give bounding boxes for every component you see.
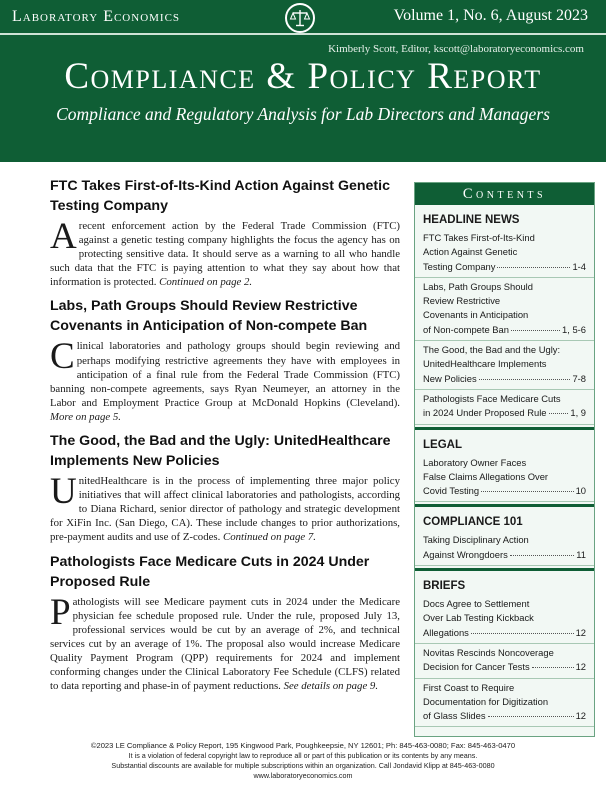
contents-entry-line: False Claims Allegations Over xyxy=(423,470,549,482)
page-number: 1-4 xyxy=(572,260,586,272)
article-medicare-cuts xyxy=(50,552,400,694)
articles-column xyxy=(50,176,400,700)
contents-entry[interactable] xyxy=(415,229,594,278)
contents-entry[interactable] xyxy=(415,644,594,679)
contents-entry-last-line xyxy=(423,406,586,420)
dot-leader xyxy=(488,716,574,717)
contents-entry-line: UnitedHealthcare Implements xyxy=(423,358,547,370)
editor-credit: Kimberly Scott, Editor, kscott@laboratoryeconomics.com xyxy=(328,43,584,55)
contents-entry-line: New Policies xyxy=(423,372,477,384)
page-number: 10 xyxy=(575,485,586,497)
contents-entry-line: Testing Company xyxy=(423,260,496,272)
contents-entry[interactable] xyxy=(415,278,594,341)
contents-entry-last-line xyxy=(423,260,586,274)
contents-entry-line: FTC Takes First-of-Its-Kind xyxy=(423,232,535,243)
article-summary xyxy=(50,591,400,694)
contents-section-heading: HEADLINE NEWS xyxy=(423,214,520,226)
dot-leader xyxy=(471,633,574,634)
contents-section-heading: COMPLIANCE 101 xyxy=(423,516,523,529)
contents-entry-line: of Non-compete Ban xyxy=(423,323,509,335)
footer-copyright-notice: It is a violation of federal copyright law to reproduce all or part of this publication or its contents by any means. xyxy=(128,751,478,760)
drop-cap: A xyxy=(50,216,77,257)
dot-leader xyxy=(532,667,574,668)
drop-cap: C xyxy=(50,336,75,378)
article-text: linical laboratories and pathology groups should begin reviewing and perhaps modifying restrictive agreements they have with employees in anticipation of a final rule from the Federal Trade Commission (FTC) banning non-compete agreements, says Ryan Neumeyer, an attorney in the Labor and Employment Practice Group at McDonald Hopkins (Cleveland). xyxy=(50,340,400,409)
article-headline: FTC Takes First-of-Its-Kind Action Against Genetic Testing Company xyxy=(50,178,390,214)
page-number: 1, 5-6 xyxy=(562,323,586,335)
issue-volume: Volume 1, No. 6, August 2023 xyxy=(393,7,588,24)
contents-entry-line: Allegations xyxy=(423,626,469,638)
contents-entry-line: Pathologists Face Medicare Cuts xyxy=(423,392,561,404)
page-number: 1, 9 xyxy=(570,407,586,419)
page-number: 12 xyxy=(575,661,586,673)
continued-link[interactable]: More on page 5. xyxy=(50,410,121,423)
footer-discount-note: Substantial discounts are available for multiple subscriptions within an organization. Call Jondavid Klipp at 845-463-0080 xyxy=(111,761,495,770)
contents-entry-last-line xyxy=(423,626,586,640)
contents-entry-last-line xyxy=(423,709,586,723)
contents-entry-line: Laboratory Owner Faces xyxy=(423,456,527,468)
article-unitedhealthcare xyxy=(50,431,400,544)
contents-entry-line: Labs, Path Groups Should xyxy=(423,280,533,292)
scales-of-justice-icon xyxy=(285,3,315,33)
article-text: athologists will see Medicare payment cuts in 2024 under the Medicare physician fee schedule proposed rule. Under the rule, proposed July 13, professional services would be cut by an average of 2%, and technical services cut by an average of 1%. The proposal also would increase Medicare Quality Payment Program (QPP) requirements for 2024 and implement conforming changes under the Clinical Laboratory Fee Schedule (CLFS) related to data reporting and phase-in of payment reductions. xyxy=(50,595,400,693)
footer-website-link[interactable]: www.laboratoryeconomics.com xyxy=(253,771,353,780)
continued-link[interactable]: See details on page 9. xyxy=(283,680,379,693)
report-title: Compliance & Policy Report xyxy=(64,56,542,97)
article-text: nitedHealthcare is in the process of implementing three major policy initiatives that will affect clinical laboratories and pathologists, according to Diana Richard, senior director of pathology and strategic development for XiFin Inc. (San Diego, CA). These include changes to prior authorizations, pre-payment audits and use of Z-codes. xyxy=(50,475,400,544)
contents-entry-line: Taking Disciplinary Action xyxy=(423,534,529,546)
report-subtitle: Compliance and Regulatory Analysis for Lab Directors and Managers xyxy=(56,104,550,124)
contents-entry-line: Documentation for Digitization xyxy=(423,695,549,707)
page-number: 12 xyxy=(575,626,586,638)
contents-entry-line: Covenants in Anticipation xyxy=(423,309,529,321)
contents-section-heading: LEGAL xyxy=(423,438,462,451)
masthead xyxy=(0,0,606,162)
article-headline: The Good, the Bad and the Ugly: UnitedHealthcare Implements New Policies xyxy=(50,433,391,470)
contents-entry-last-line xyxy=(423,660,586,674)
contents-entry-line: Novitas Rescinds Noncoverage xyxy=(423,646,554,658)
table-of-contents xyxy=(415,205,594,727)
contents-entry[interactable] xyxy=(415,679,594,728)
contents-sidebar xyxy=(414,182,595,737)
masthead-divider xyxy=(0,33,606,35)
contents-entry[interactable] xyxy=(415,454,594,503)
contents-entry-line: Against Wrongdoers xyxy=(423,548,508,560)
article-summary xyxy=(50,471,400,544)
contents-entry-line: Action Against Genetic xyxy=(423,246,518,258)
continued-link[interactable]: Continued on page 2. xyxy=(159,276,253,289)
dot-leader xyxy=(510,555,574,556)
footer-copyright: ©2023 LE Compliance & Policy Report, 195 Kingwood Park, Poughkeepsie, NY 12601; Ph: 845-463-0080; Fax: 845-463-0470 xyxy=(90,741,516,750)
continued-link[interactable]: Continued on page 7. xyxy=(223,531,316,544)
contents-entry[interactable] xyxy=(415,595,594,644)
contents-entry-last-line xyxy=(423,484,586,498)
article-summary xyxy=(50,216,400,289)
contents-entry-last-line xyxy=(423,323,586,337)
contents-entry-line: Covid Testing xyxy=(423,485,480,497)
contents-entry-line: The Good, the Bad and the Ugly: xyxy=(423,344,561,356)
contents-entry-line: of Glass Slides xyxy=(423,710,486,722)
article-non-compete xyxy=(50,296,400,424)
drop-cap: P xyxy=(50,591,71,633)
contents-entry[interactable] xyxy=(415,390,594,425)
contents-entry-last-line xyxy=(423,372,586,386)
article-headline: Pathologists Face Medicare Cuts in 2024 Under Proposed Rule xyxy=(50,553,370,590)
contents-entry-line: Review Restrictive xyxy=(423,295,501,307)
article-text: recent enforcement action by the Federal Trade Commission (FTC) against a genetic testing company highlights the focus the agency has on protecting sensitive data. It should serve as a warning to all who handle such data that the FTC is paying attention to what they say about how that information is protected. xyxy=(50,220,400,289)
contents-section-heading: BRIEFS xyxy=(423,580,466,593)
contents-entry-line: Docs Agree to Settlement xyxy=(423,598,530,610)
page-number: 11 xyxy=(576,548,586,560)
article-headline: Labs, Path Groups Should Review Restrictive Covenants in Anticipation of Non-compete Ban xyxy=(50,298,368,335)
dot-leader xyxy=(549,413,569,414)
page-number: 7-8 xyxy=(572,372,586,384)
contents-entry[interactable] xyxy=(415,531,594,566)
drop-cap: U xyxy=(50,471,77,513)
article-ftc-genetic-testing xyxy=(50,176,400,289)
article-summary xyxy=(50,336,400,424)
contents-entry[interactable] xyxy=(415,341,594,390)
contents-entry-last-line xyxy=(423,548,586,562)
contents-entry-line: First Coast to Require xyxy=(423,681,515,693)
contents-entry-line: Decision for Cancer Tests xyxy=(423,661,530,673)
dot-leader xyxy=(481,491,573,492)
footer xyxy=(0,741,606,788)
contents-entry-line: Over Lab Testing Kickback xyxy=(423,612,534,624)
dot-leader xyxy=(511,330,560,331)
contents-title: Contents xyxy=(415,183,594,205)
page-number: 12 xyxy=(575,710,586,722)
dot-leader xyxy=(479,379,571,380)
contents-entry-line: in 2024 Under Proposed Rule xyxy=(423,407,547,419)
dot-leader xyxy=(497,267,570,268)
brand-name: Laboratory Economics xyxy=(12,8,181,25)
